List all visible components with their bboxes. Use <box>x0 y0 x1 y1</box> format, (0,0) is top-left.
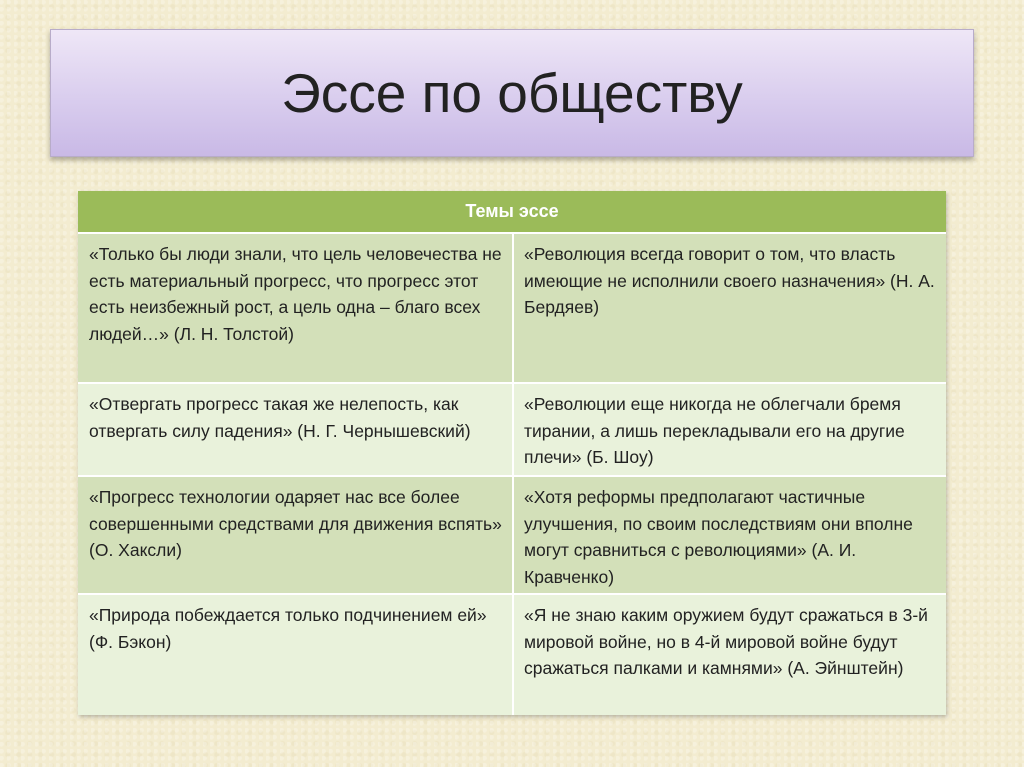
table-row <box>78 477 946 595</box>
table-cell-right: «Революция всегда говорит о том, что власть имеющие не исполнили своего назначения» (Н. А. Бердяев) <box>512 234 946 382</box>
table-cell-left: «Природа побеждается только подчинением ей» (Ф. Бэкон) <box>78 595 512 715</box>
table-row <box>78 384 946 477</box>
essay-topics-table <box>78 191 946 715</box>
table-cell-right: «Революции еще никогда не облегчали бремя тирании, а лишь перекладывали его на другие плечи» (Б. Шоу) <box>512 384 946 475</box>
title-banner <box>50 29 974 157</box>
table-header: Темы эссе <box>78 191 946 234</box>
table-cell-left: «Прогресс технологии одаряет нас все более совершенными средствами для движения вспять» (О. Хаксли) <box>78 477 512 593</box>
table-row <box>78 595 946 715</box>
table-cell-left: «Только бы люди знали, что цель человечества не есть материальный прогресс, что прогресс этот есть неизбежный рост, а цель одна – благо всех людей…» (Л. Н. Толстой) <box>78 234 512 382</box>
table-cell-left: «Отвергать прогресс такая же нелепость, как отвергать силу падения» (Н. Г. Чернышевский) <box>78 384 512 475</box>
table-row <box>78 234 946 384</box>
page-title: Эссе по обществу <box>281 62 743 124</box>
table-cell-right: «Я не знаю каким оружием будут сражаться в 3-й мировой войне, но в 4-й мировой войне будут сражаться палками и камнями» (А. Эйнштейн) <box>512 595 946 715</box>
table-cell-right: «Хотя реформы предполагают частичные улучшения, по своим последствиям они вполне могут сравниться с революциями» (А. И. Кравченко) <box>512 477 946 593</box>
